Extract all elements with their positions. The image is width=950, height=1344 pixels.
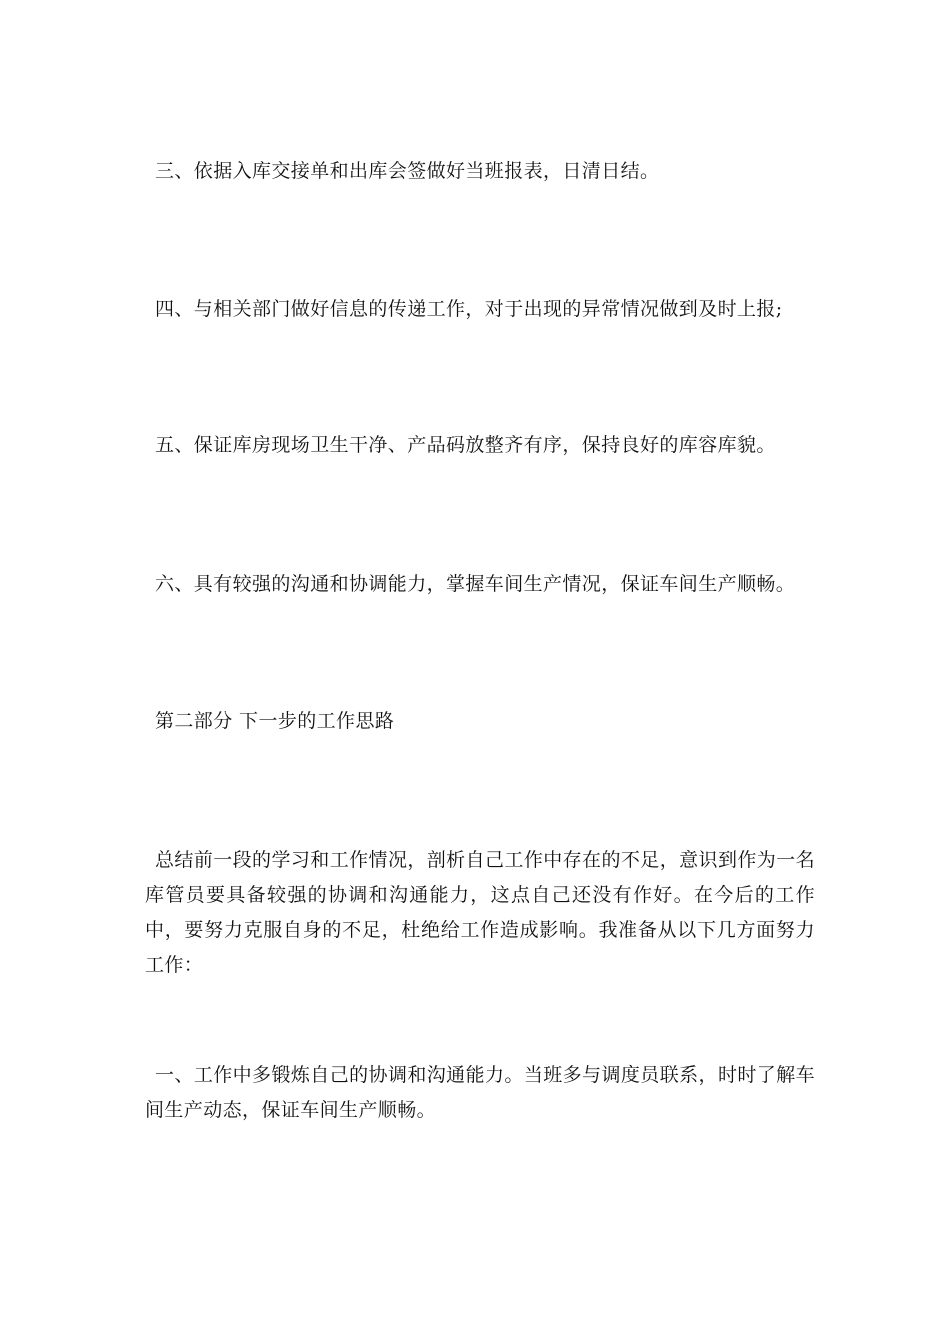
plan-item-1: 一、工作中多锻炼自己的协调和沟通能力。当班多与调度员联系，时时了解车间生产动态，保证车间生产顺畅。 (145, 1064, 815, 1121)
paragraph-item-6: 六、具有较强的沟通和协调能力，掌握车间生产情况，保证车间生产顺畅。 (155, 573, 796, 595)
paragraph-item-3: 三、依据入库交接单和出库会签做好当班报表，日清日结。 (155, 160, 660, 182)
section-heading-part-two: 第二部分 下一步的工作思路 (155, 710, 395, 732)
paragraph-item-5: 五、保证库房现场卫生干净、产品码放整齐有序，保持良好的库容库貌。 (155, 434, 776, 456)
paragraph-item-4: 四、与相关部门做好信息的传递工作，对于出现的异常情况做到及时上报; (155, 298, 783, 320)
summary-paragraph: 总结前一段的学习和工作情况，剖析自己工作中存在的不足，意识到作为一名库管员要具备较强的协调和沟通能力，这点自己还没有作好。在今后的工作中，要努力克服自身的不足，杜绝给工作造成影响。我准备从以下几方面努力工作： (145, 849, 815, 976)
